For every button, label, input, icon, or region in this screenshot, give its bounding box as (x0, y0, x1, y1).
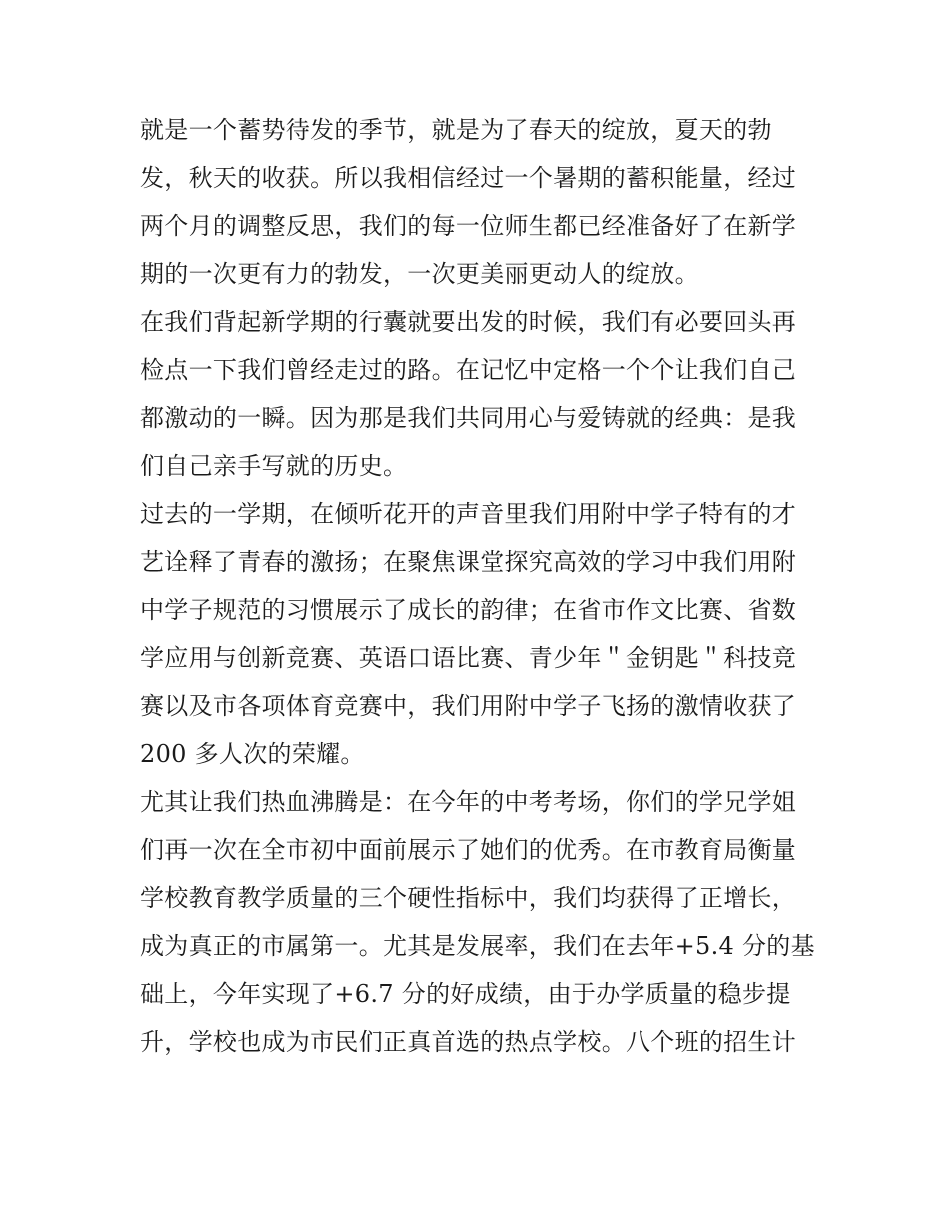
text-line: 们自己亲手写就的历史。 (140, 452, 408, 480)
text-line: 都激动的一瞬。因为那是我们共同用心与爱铸就的经典：是我 (140, 404, 797, 432)
text-line: 在我们背起新学期的行囊就要出发的时候，我们有必要回头再 (140, 308, 797, 336)
text-line: 成为真正的市属第一。尤其是发展率，我们在去年+5.4 分的基 (140, 932, 815, 960)
text-line: 就是一个蓄势待发的季节，就是为了春天的绽放，夏天的勃 (140, 116, 772, 144)
text-line: 发，秋天的收获。所以我相信经过一个暑期的蓄积能量，经过 (140, 164, 797, 192)
text-line: 尤其让我们热血沸腾是：在今年的中考考场，你们的学兄学姐 (140, 788, 797, 816)
text-line: 期的一次更有力的勃发，一次更美丽更动人的绽放。 (140, 260, 699, 288)
document-page (140, 106, 820, 1066)
text-line: 两个月的调整反思，我们的每一位师生都已经准备好了在新学 (140, 212, 797, 240)
text-line: 础上，今年实现了+6.7 分的好成绩，由于办学质量的稳步提 (140, 980, 791, 1008)
text-line: 学校教育教学质量的三个硬性指标中，我们均获得了正增长， (140, 884, 797, 912)
text-line: 学应用与创新竞赛、英语口语比赛、青少年＂金钥匙＂科技竞 (140, 644, 797, 672)
text-line: 过去的一学期，在倾听花开的声音里我们用附中学子特有的才 (140, 500, 797, 528)
text-line: 升，学校也成为市民们正真首选的热点学校。八个班的招生计 (140, 1028, 797, 1056)
text-line: 赛以及市各项体育竞赛中，我们用附中学子飞扬的激情收获了 (140, 692, 797, 720)
text-line: 艺诠释了青春的激扬；在聚焦课堂探究高效的学习中我们用附 (140, 548, 797, 576)
text-line: 200 多人次的荣耀。 (140, 740, 365, 768)
text-line: 检点一下我们曾经走过的路。在记忆中定格一个个让我们自己 (140, 356, 797, 384)
text-line: 中学子规范的习惯展示了成长的韵律；在省市作文比赛、省数 (140, 596, 797, 624)
text-line: 们再一次在全市初中面前展示了她们的优秀。在市教育局衡量 (140, 836, 797, 864)
